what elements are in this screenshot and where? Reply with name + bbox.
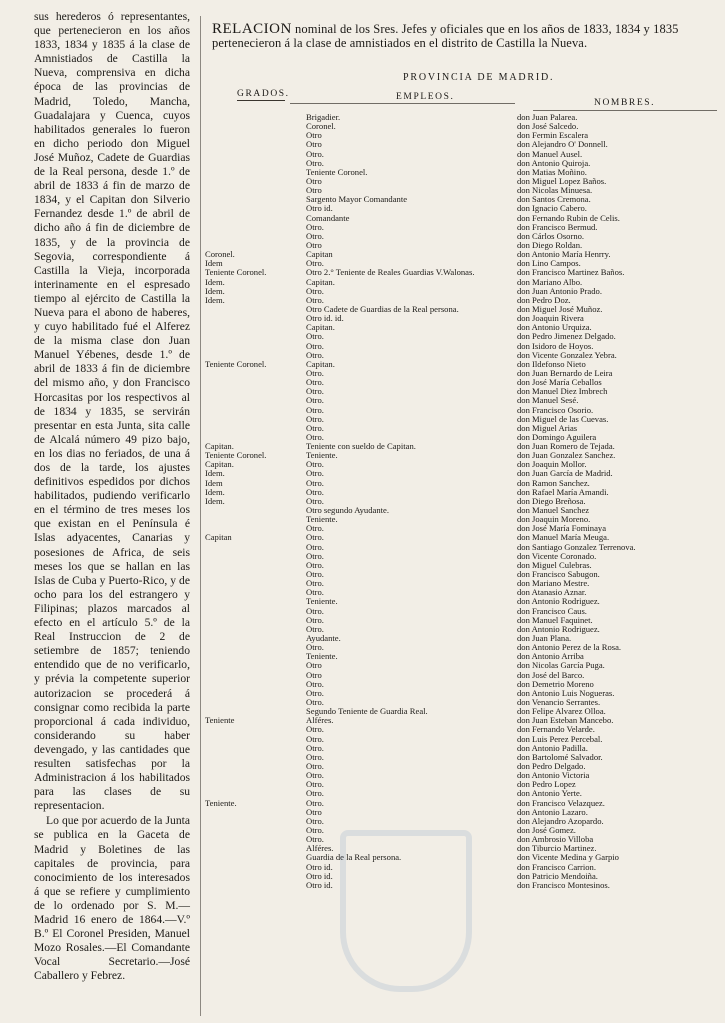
empleo-cell: Otro. bbox=[306, 733, 324, 744]
empleo-cell: Otro. bbox=[306, 687, 324, 698]
empleo-cell: Otro. bbox=[306, 377, 324, 388]
nombre-cell: don Juan García de Madrid. bbox=[517, 468, 613, 479]
nombre-cell: don José Gomez. bbox=[517, 824, 576, 835]
table-row bbox=[0, 406, 725, 415]
nombre-cell: don Antonio Lazaro. bbox=[517, 806, 588, 817]
relation-heading bbox=[212, 22, 717, 50]
nombre-cell: don Alejandro O' Donnell. bbox=[517, 139, 608, 150]
table-row bbox=[0, 378, 725, 387]
empleo-cell: Otro. bbox=[306, 486, 324, 497]
table-row bbox=[0, 835, 725, 844]
table-row bbox=[0, 415, 725, 424]
nombre-cell: don Domingo Aguilera bbox=[517, 431, 597, 442]
empleo-cell: Otro. bbox=[306, 797, 324, 808]
nombre-cell: don Diego Breñosa. bbox=[517, 495, 586, 506]
table-row bbox=[0, 808, 725, 817]
table-row bbox=[0, 479, 725, 488]
table-row bbox=[0, 195, 725, 204]
table-row bbox=[0, 524, 725, 533]
table-row bbox=[0, 881, 725, 890]
nombre-cell: don Juan Romero de Tejada. bbox=[517, 441, 615, 452]
nombre-cell: don Nicolas Minuesa. bbox=[517, 185, 593, 196]
empleo-cell: Otro. bbox=[306, 285, 324, 296]
nombre-cell: don Antonio Rodriguez. bbox=[517, 623, 600, 634]
nombre-cell: don Manuel Diez Imbrech bbox=[517, 386, 608, 397]
empleo-cell: Otro. bbox=[306, 148, 324, 159]
empleo-cell: Otro. bbox=[306, 431, 324, 442]
empleo-cell: Otro. bbox=[306, 294, 324, 305]
nombre-cell: don Ramon Sanchez. bbox=[517, 477, 590, 488]
table-row bbox=[0, 460, 725, 469]
nombre-cell: don Alejandro Azopardo. bbox=[517, 815, 604, 826]
empleo-cell: Otro. bbox=[306, 541, 324, 552]
nombre-cell: don Antonio Luis Nogueras. bbox=[517, 687, 615, 698]
column-header-nombres: NOMBRES. bbox=[594, 98, 656, 108]
empleo-cell: Otro bbox=[306, 806, 322, 817]
empleo-cell: Otro. bbox=[306, 642, 324, 653]
header-rule-empleos bbox=[290, 103, 515, 104]
table-row bbox=[0, 131, 725, 140]
nombre-cell: don Miguel Arias bbox=[517, 422, 578, 433]
nombre-cell: don Francisco Sabugon. bbox=[517, 569, 600, 580]
province-title: PROVINCIA DE MADRID. bbox=[403, 72, 555, 83]
table-row bbox=[0, 661, 725, 670]
empleo-cell: Otro. bbox=[306, 834, 324, 845]
table-row bbox=[0, 853, 725, 862]
empleo-cell: Otro. bbox=[306, 495, 324, 506]
nombre-cell: don Joaquin Rivera bbox=[517, 313, 584, 324]
empleo-cell: Otro bbox=[306, 239, 322, 250]
table-row bbox=[0, 588, 725, 597]
table-row bbox=[0, 287, 725, 296]
empleo-cell: Otro. bbox=[306, 815, 324, 826]
empleo-cell: Otro id. bbox=[306, 203, 333, 214]
table-row bbox=[0, 515, 725, 524]
empleo-cell: Otro. bbox=[306, 614, 324, 625]
grado-cell: Coronel. bbox=[205, 249, 235, 260]
nombre-cell: don Demetrio Moreno bbox=[517, 678, 594, 689]
grado-cell: Idem. bbox=[205, 486, 225, 497]
nombre-cell: don Juan Palarea. bbox=[517, 112, 578, 122]
table-row bbox=[0, 799, 725, 808]
table-row bbox=[0, 369, 725, 378]
nombre-cell: don Manuel Ausel. bbox=[517, 148, 583, 159]
nombre-cell: don Pedro Doz. bbox=[517, 294, 571, 305]
table-row bbox=[0, 469, 725, 478]
empleo-cell: Otro bbox=[306, 130, 322, 141]
nombre-cell: don Antonio Rodriguez. bbox=[517, 596, 600, 607]
nombre-cell: don Atanasio Aznar. bbox=[517, 587, 587, 598]
empleo-cell: Otro id. bbox=[306, 879, 333, 890]
empleo-cell: Otro. bbox=[306, 404, 324, 415]
nombre-cell: don José María Ceballos bbox=[517, 377, 602, 388]
nombre-cell: don Francisco Montesinos. bbox=[517, 879, 610, 890]
nombre-cell: don Mariano Albo. bbox=[517, 276, 583, 287]
empleo-cell: Otro. bbox=[306, 477, 324, 488]
empleo-cell: Otro. bbox=[306, 697, 324, 707]
nombre-cell: don Antonio Arriba bbox=[517, 651, 584, 662]
grado-cell: Idem. bbox=[205, 285, 225, 296]
empleo-cell: Otro. bbox=[306, 587, 324, 598]
nombre-cell: don Joaquin Moreno. bbox=[517, 514, 591, 525]
nombre-cell: don Manuel Sanchez bbox=[517, 505, 590, 516]
empleo-cell: Otro. bbox=[306, 349, 324, 360]
nombre-cell: don Ildefonso Nieto bbox=[517, 358, 586, 369]
nombre-cell: don Juan Esteban Mancebo. bbox=[517, 715, 614, 726]
empleo-cell: Capitan. bbox=[306, 322, 335, 333]
nombre-cell: don Francisco Carrion. bbox=[517, 861, 596, 872]
empleo-cell: Otro. bbox=[306, 221, 324, 232]
empleo-cell: Otro. bbox=[306, 459, 324, 470]
grado-cell: Idem. bbox=[205, 495, 225, 506]
empleo-cell: Otro. bbox=[306, 413, 324, 424]
table-row bbox=[0, 735, 725, 744]
empleo-cell: Capitan bbox=[306, 249, 333, 260]
table-row bbox=[0, 753, 725, 762]
nombre-cell: don José María Fominaya bbox=[517, 523, 607, 534]
table-row bbox=[0, 396, 725, 405]
nombre-cell: don Francisco Velazquez. bbox=[517, 797, 605, 808]
table-row bbox=[0, 863, 725, 872]
table-row bbox=[0, 387, 725, 396]
grado-cell: Capitan. bbox=[205, 459, 234, 470]
table-row bbox=[0, 451, 725, 460]
table-row bbox=[0, 122, 725, 131]
nombre-cell: don Antonio Perez de la Rosa. bbox=[517, 642, 622, 653]
nombre-cell: don Joaquin Mollor. bbox=[517, 459, 587, 470]
table-row bbox=[0, 625, 725, 634]
table-row bbox=[0, 872, 725, 881]
table-row bbox=[0, 607, 725, 616]
empleo-cell: Otro. bbox=[306, 578, 324, 589]
empleo-cell: Otro. bbox=[306, 422, 324, 433]
nombre-cell: don Francisco Caus. bbox=[517, 605, 587, 616]
table-row bbox=[0, 177, 725, 186]
nombre-cell: don Bartolomé Salvador. bbox=[517, 751, 603, 762]
empleo-cell: Otro bbox=[306, 175, 322, 186]
empleo-cell: Otro. bbox=[306, 605, 324, 616]
table-row bbox=[0, 214, 725, 223]
header-rule-nombres bbox=[533, 110, 717, 111]
table-row bbox=[0, 360, 725, 369]
empleo-cell: Otro id. bbox=[306, 870, 333, 881]
heading-text: nominal de los Sres. Jefes y oficiales que en los años de 1833, 1834 y 1835 pertenecieron á la clase de amnistiados en el distrito de Castilla la Nueva. bbox=[212, 22, 679, 50]
nombre-cell: don Antonio María Henrry. bbox=[517, 249, 611, 260]
empleo-cell: Otro. bbox=[306, 569, 324, 580]
nombre-cell: don Lino Campos. bbox=[517, 258, 581, 269]
table-row bbox=[0, 725, 725, 734]
nombre-cell: don Antonio Quiroja. bbox=[517, 157, 591, 168]
column-header-grados: GRADOS. bbox=[237, 89, 290, 99]
empleo-cell: Otro. bbox=[306, 724, 324, 735]
table-row bbox=[0, 268, 725, 277]
empleo-cell: Otro. bbox=[306, 157, 324, 168]
empleo-cell: Otro bbox=[306, 139, 322, 150]
empleo-cell: Otro bbox=[306, 185, 322, 196]
nombre-cell: don Vicente Medina y Garpio bbox=[517, 852, 619, 863]
empleo-cell: Otro. bbox=[306, 395, 324, 406]
nombre-cell: don Juan Gonzalez Sanchez. bbox=[517, 450, 616, 461]
empleo-cell: Otro id. bbox=[306, 861, 333, 872]
table-row bbox=[0, 168, 725, 177]
table-row bbox=[0, 716, 725, 725]
empleo-cell: Otro. bbox=[306, 532, 324, 543]
nombre-cell: don Juan Bernardo de Leira bbox=[517, 367, 613, 378]
empleo-cell: Otro. bbox=[306, 386, 324, 397]
table-row bbox=[0, 424, 725, 433]
empleo-cell: Alféres. bbox=[306, 843, 334, 854]
empleo-cell: Sargento Mayor Comandante bbox=[306, 194, 408, 205]
nombre-cell: don Manuel María Meuga. bbox=[517, 532, 610, 543]
grado-cell: Capitan bbox=[205, 532, 232, 543]
empleo-cell: Otro. bbox=[306, 770, 324, 781]
empleo-cell: Guardia de la Real persona. bbox=[306, 852, 402, 863]
table-row bbox=[0, 744, 725, 753]
table-row bbox=[0, 561, 725, 570]
empleo-cell: Otro. bbox=[306, 550, 324, 561]
nombre-cell: don Antonio Padilla. bbox=[517, 742, 588, 753]
nombre-cell: don Fermin Escalera bbox=[517, 130, 589, 141]
table-row bbox=[0, 817, 725, 826]
table-row bbox=[0, 442, 725, 451]
nombre-cell: don Antonio Yerte. bbox=[517, 788, 582, 799]
empleo-cell: Brigadier. bbox=[306, 112, 341, 122]
nombre-cell: don Cárlos Osorno. bbox=[517, 230, 585, 241]
table-row bbox=[0, 113, 725, 122]
empleo-cell: Teniente. bbox=[306, 450, 338, 461]
table-row bbox=[0, 232, 725, 241]
empleo-cell: Teniente Coronel. bbox=[306, 166, 368, 177]
nombre-cell: don Manuel Faquinet. bbox=[517, 614, 593, 625]
table-row bbox=[0, 671, 725, 680]
nombre-cell: don Juan Antonio Prado. bbox=[517, 285, 602, 296]
table-row bbox=[0, 150, 725, 159]
grado-cell: Idem. bbox=[205, 468, 225, 479]
nombre-cell: don Felipe Alvarez Olloa. bbox=[517, 706, 606, 717]
nombre-cell: don Miguel José Muñoz. bbox=[517, 303, 603, 314]
nombre-cell: don Pedro Lopez bbox=[517, 779, 576, 790]
empleo-cell: Capitan. bbox=[306, 358, 335, 369]
table-row bbox=[0, 707, 725, 716]
grado-cell: Teniente. bbox=[205, 797, 237, 808]
nombre-cell: don Nicolas García Puga. bbox=[517, 660, 605, 671]
empleo-cell: Teniente con sueldo de Capitan. bbox=[306, 441, 416, 452]
nombre-cell: don Tiburcio Martinez. bbox=[517, 843, 597, 854]
nombre-cell: don Ignacio Cabero. bbox=[517, 203, 587, 214]
empleo-cell: Otro Cadete de Guardias de la Real persona. bbox=[306, 303, 459, 314]
empleo-cell: Otro segundo Ayudante. bbox=[306, 505, 389, 516]
nombre-cell: don Patricio Mendoiña. bbox=[517, 870, 598, 881]
grado-cell: Idem bbox=[205, 477, 223, 488]
nombre-cell: don Juan Plana. bbox=[517, 633, 572, 644]
nombre-cell: don Venancio Serrantes. bbox=[517, 697, 601, 707]
nombre-cell: don Francisco Martinez Baños. bbox=[517, 267, 625, 278]
empleo-cell: Segundo Teniente de Guardia Real. bbox=[306, 706, 428, 717]
empleo-cell: Otro. bbox=[306, 340, 324, 351]
signature-paragraph: Lo que por acuerdo de la Junta se publica en la Gaceta de Madrid y Boletines de las capitales de provincia, para conocimiento de los interesados á que se refiere y cumplimiento de lo ordenado por S. M.—Madrid 16 enero de 1864.—V.º B.º El Coronel Presiden, Manuel Mozo Rosales.—El Comandante Vocal Secretario.—José Caballero y Febrez. bbox=[34, 814, 190, 983]
grado-cell: Teniente bbox=[205, 715, 235, 726]
nombre-cell: don Luis Perez Percebal. bbox=[517, 733, 603, 744]
empleo-cell: Teniente. bbox=[306, 651, 338, 662]
table-row bbox=[0, 305, 725, 314]
nombre-cell: don José Salcedo. bbox=[517, 121, 579, 132]
nombre-cell: don Ambrosio Villoba bbox=[517, 834, 594, 845]
grado-cell: Teniente Coronel. bbox=[205, 267, 267, 278]
empleo-cell: Coronel. bbox=[306, 121, 336, 132]
empleo-cell: Otro. bbox=[306, 788, 324, 799]
table-row bbox=[0, 314, 725, 323]
empleo-cell: Otro. bbox=[306, 367, 324, 378]
nombre-cell: don Pedro Jimenez Delgado. bbox=[517, 331, 616, 342]
empleo-cell: Ayudante. bbox=[306, 633, 341, 644]
announcement-paragraph: sus herederos ó representantes, que pertenecieron en los años 1833, 1834 y 1835 á la clase de Amnistiados de Castilla la Nueva, comprensiva en dicha época de las provincias de Madrid, Toledo, Mancha, Guadalajara y Cuenca, cuyos habilitados generales lo fueron en dicho periodo don Miguel José Muñoz, Cadete de Guardias de la Real persona, desde 1.º de abril de 1833 á fin de marzo de 1834, y el Capitan don Silverio Fernandez desde 1.º de abril de dicho año á fin de diciembre de 1835, y de la provincia de Segovia, correspondiente á Castilla la Vieja, incorporada interinamente en el espresado tiempo al ejército de Castilla la Nueva para el abono de haberes, y cuyo habilitado fué el Alferez de la misma clase don Juan Manuel Yébenes, desde 1.º de abril de 1833 á fin de diciembre del mismo año, y don Francisco Horcasitas por los respectivos al de 1834 y 1835, se servirán presentar en esta Junta, sita calle de Alcalá número 49 pizo bajo, en los dias no feriados, de una á dos de la tarde, los ajustes definitivos espedidos por dichos habilitados, pudiendo verificarlo en el término de tres meses los que existan en el Península é Islas adyacentes, Canarias y posesiones de Africa, de seis meses los que se hallan en las Islas de Cuba y Puerto-Rico, y de ocho para los del estrangero y Filipinas; plazos marcados al efecto en el artículo 5.º de la Real Instruccion de 2 de setiembre de 1857; teniendo entendido que de no verificarlo, y prévia la competente superior autorizacion se procederá á consignar como recibida la parte proporcional á cada individuo, considerando su haber devengado, y las cantidades que resulten satisfechas por la Administracion á los habilitados para las clases de su representacion. bbox=[34, 10, 190, 813]
empleo-cell: Otro. bbox=[306, 760, 324, 771]
table-row bbox=[0, 771, 725, 780]
nombre-cell: don José del Barco. bbox=[517, 669, 585, 680]
grado-cell: Idem. bbox=[205, 294, 225, 305]
table-row bbox=[0, 488, 725, 497]
nombre-cell: don Antonio Victoria bbox=[517, 770, 590, 781]
table-row bbox=[0, 351, 725, 360]
nombre-cell: don Pedro Delgado. bbox=[517, 760, 586, 771]
table-row bbox=[0, 506, 725, 515]
empleo-cell: Teniente. bbox=[306, 596, 338, 607]
heading-first-word: RELACION bbox=[212, 21, 292, 37]
table-row bbox=[0, 579, 725, 588]
nombre-cell: don Diego Roldan. bbox=[517, 239, 583, 250]
empleo-cell: Otro. bbox=[306, 751, 324, 762]
nombre-cell: don Antonio Urquiza. bbox=[517, 322, 592, 333]
nombre-cell: don Isidoro de Hoyos. bbox=[517, 340, 594, 351]
table-row bbox=[0, 780, 725, 789]
nombre-cell: don Mariano Mestre. bbox=[517, 578, 590, 589]
nombre-cell: don Santiago Gonzalez Terrenova. bbox=[517, 541, 636, 552]
empleo-cell: Comandante bbox=[306, 212, 350, 223]
nombre-cell: don Fernando Velarde. bbox=[517, 724, 595, 735]
table-row bbox=[0, 652, 725, 661]
column-header-empleos: EMPLEOS. bbox=[396, 92, 455, 102]
table-row bbox=[0, 570, 725, 579]
table-row bbox=[0, 680, 725, 689]
grado-cell: Teniente Coronel. bbox=[205, 358, 267, 369]
table-row bbox=[0, 789, 725, 798]
empleo-cell: Otro. bbox=[306, 623, 324, 634]
empleo-cell: Capitan. bbox=[306, 276, 335, 287]
nombre-cell: don Fernando Rubin de Celis. bbox=[517, 212, 620, 223]
empleo-cell: Otro id. id. bbox=[306, 313, 344, 324]
grado-cell: Idem bbox=[205, 258, 223, 269]
nombre-cell: don Matias Moñino. bbox=[517, 166, 587, 177]
nombre-cell: don Vicente Gonzalez Yebra. bbox=[517, 349, 617, 360]
table-row bbox=[0, 762, 725, 771]
empleo-cell: Otro. bbox=[306, 559, 324, 570]
empleo-cell: Otro 2.° Teniente de Reales Guardias V.Walonas. bbox=[306, 267, 475, 278]
empleo-cell: Otro. bbox=[306, 824, 324, 835]
nombre-cell: don Miguel de las Cuevas. bbox=[517, 413, 609, 424]
empleo-cell: Otro bbox=[306, 669, 322, 680]
empleo-cell: Otro. bbox=[306, 331, 324, 342]
grado-cell: Capitan. bbox=[205, 441, 234, 452]
table-row bbox=[0, 223, 725, 232]
relation-table bbox=[0, 113, 725, 890]
empleo-cell: Otro bbox=[306, 660, 322, 671]
grado-cell: Idem. bbox=[205, 276, 225, 287]
empleo-cell: Otro. bbox=[306, 678, 324, 689]
nombre-cell: don Vicente Coronado. bbox=[517, 550, 597, 561]
table-row bbox=[0, 689, 725, 698]
empleo-cell: Otro. bbox=[306, 742, 324, 753]
table-row bbox=[0, 543, 725, 552]
empleo-cell: Otro. bbox=[306, 258, 324, 269]
empleo-cell: Otro. bbox=[306, 523, 324, 534]
table-row bbox=[0, 597, 725, 606]
table-row bbox=[0, 552, 725, 561]
grado-cell: Teniente Coronel. bbox=[205, 450, 267, 461]
table-row bbox=[0, 241, 725, 250]
empleo-cell: Otro. bbox=[306, 230, 324, 241]
empleo-cell: Otro. bbox=[306, 468, 324, 479]
nombre-cell: don Francisco Osorio. bbox=[517, 404, 594, 415]
nombre-cell: don Rafael María Amandi. bbox=[517, 486, 609, 497]
nombre-cell: don Francisco Bermud. bbox=[517, 221, 598, 232]
table-row bbox=[0, 826, 725, 835]
nombre-cell: don Manuel Sesé. bbox=[517, 395, 579, 406]
nombre-cell: don Santos Cremona. bbox=[517, 194, 591, 205]
table-row bbox=[0, 140, 725, 149]
nombre-cell: don Miguel Lopez Baños. bbox=[517, 175, 607, 186]
table-row bbox=[0, 323, 725, 332]
nombre-cell: don Miguel Culebras. bbox=[517, 559, 592, 570]
table-row bbox=[0, 332, 725, 341]
empleo-cell: Teniente. bbox=[306, 514, 338, 525]
table-row bbox=[0, 643, 725, 652]
table-row bbox=[0, 250, 725, 259]
empleo-cell: Alféres. bbox=[306, 715, 334, 726]
empleo-cell: Otro. bbox=[306, 779, 324, 790]
table-row bbox=[0, 616, 725, 625]
table-row bbox=[0, 278, 725, 287]
